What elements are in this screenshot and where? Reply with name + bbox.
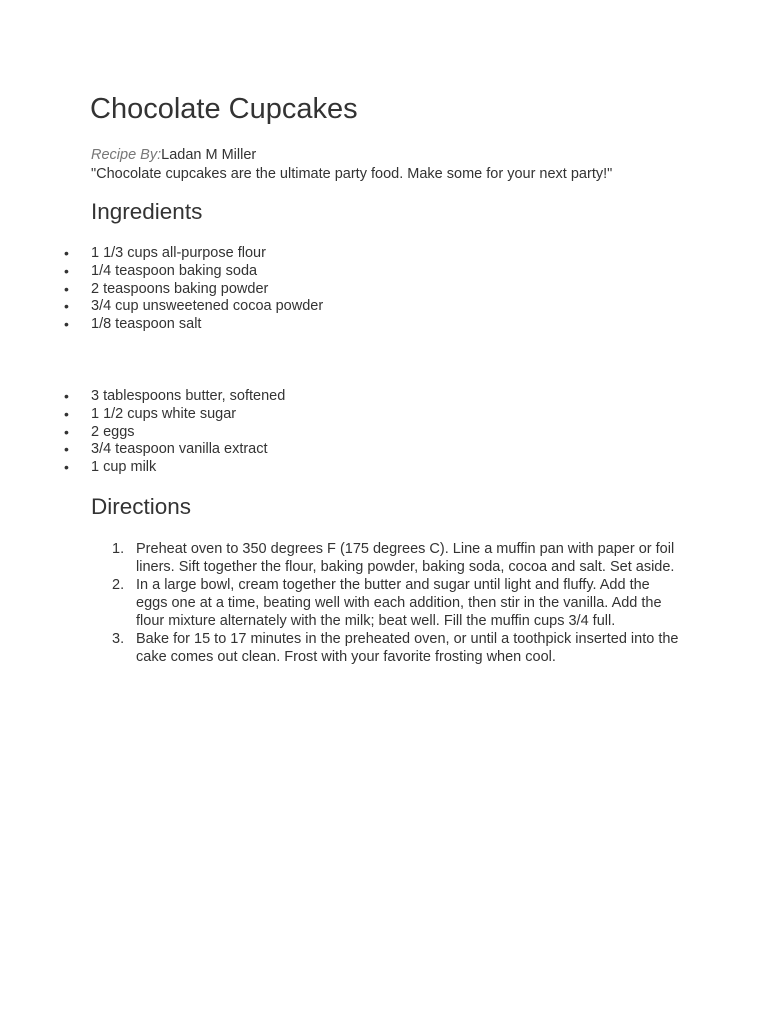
step-text: In a large bowl, cream together the butter and sugar until light and fluffy. Add the eggs one at a time, beating well with each addition, then stir in the vanilla. Add the flour mixture alternately with the milk; beat well. Fill the muffin cups 3/4 full. (136, 577, 662, 629)
directions-heading: Directions (91, 494, 192, 519)
ingredient-text: 2 teaspoons baking powder (91, 280, 269, 297)
direction-step (0, 540, 768, 576)
bullet-icon: • (64, 316, 69, 333)
direction-step (0, 576, 768, 630)
bullet-icon: • (64, 441, 69, 458)
ingredient-text: 1/8 teaspoon salt (91, 316, 202, 333)
ingredient-text: 1 1/2 cups white sugar (91, 405, 237, 422)
step-text: Bake for 15 to 17 minutes in the preheated oven, or until a toothpick inserted into the cake comes out clean. Frost with your favorite frosting when cool. (136, 631, 679, 665)
bullet-icon: • (64, 245, 69, 261)
ingredient-text: 3 tablespoons butter, softened (91, 388, 286, 404)
ingredient-text: 2 eggs (91, 423, 135, 440)
ingredient-text: 1 cup milk (91, 459, 157, 476)
bullet-icon: • (64, 298, 69, 315)
byline-label: Recipe By: (91, 147, 162, 163)
ingredient-text: 3/4 teaspoon vanilla extract (91, 441, 268, 458)
bullet-icon: • (64, 262, 69, 279)
bullet-icon: • (64, 459, 69, 476)
bullet-icon: • (64, 388, 69, 404)
step-number: 3. (112, 631, 125, 647)
page-title: Chocolate Cupcakes (90, 93, 358, 125)
step-text: Preheat oven to 350 degrees F (175 degrees C). Line a muffin pan with paper or foil liners. Sift together the flour, baking powder, baking soda, cocoa and salt. Set aside. (136, 541, 675, 575)
step-number: 1. (112, 541, 125, 557)
author-name: Ladan M Miller (161, 147, 257, 163)
direction-step (0, 630, 768, 666)
bullet-icon: • (64, 280, 69, 297)
ingredient-text: 1 1/3 cups all-purpose flour (91, 245, 266, 261)
ingredient-text: 1/4 teaspoon baking soda (91, 262, 258, 279)
recipe-byline (91, 146, 256, 164)
ingredients-heading: Ingredients (91, 199, 203, 224)
directions-list (0, 540, 768, 666)
bullet-icon: • (64, 405, 69, 422)
bullet-icon: • (64, 423, 69, 440)
ingredient-text: 3/4 cup unsweetened cocoa powder (91, 298, 324, 315)
recipe-description: "Chocolate cupcakes are the ultimate party food. Make some for your next party!" (91, 166, 613, 182)
step-number: 2. (112, 577, 125, 593)
